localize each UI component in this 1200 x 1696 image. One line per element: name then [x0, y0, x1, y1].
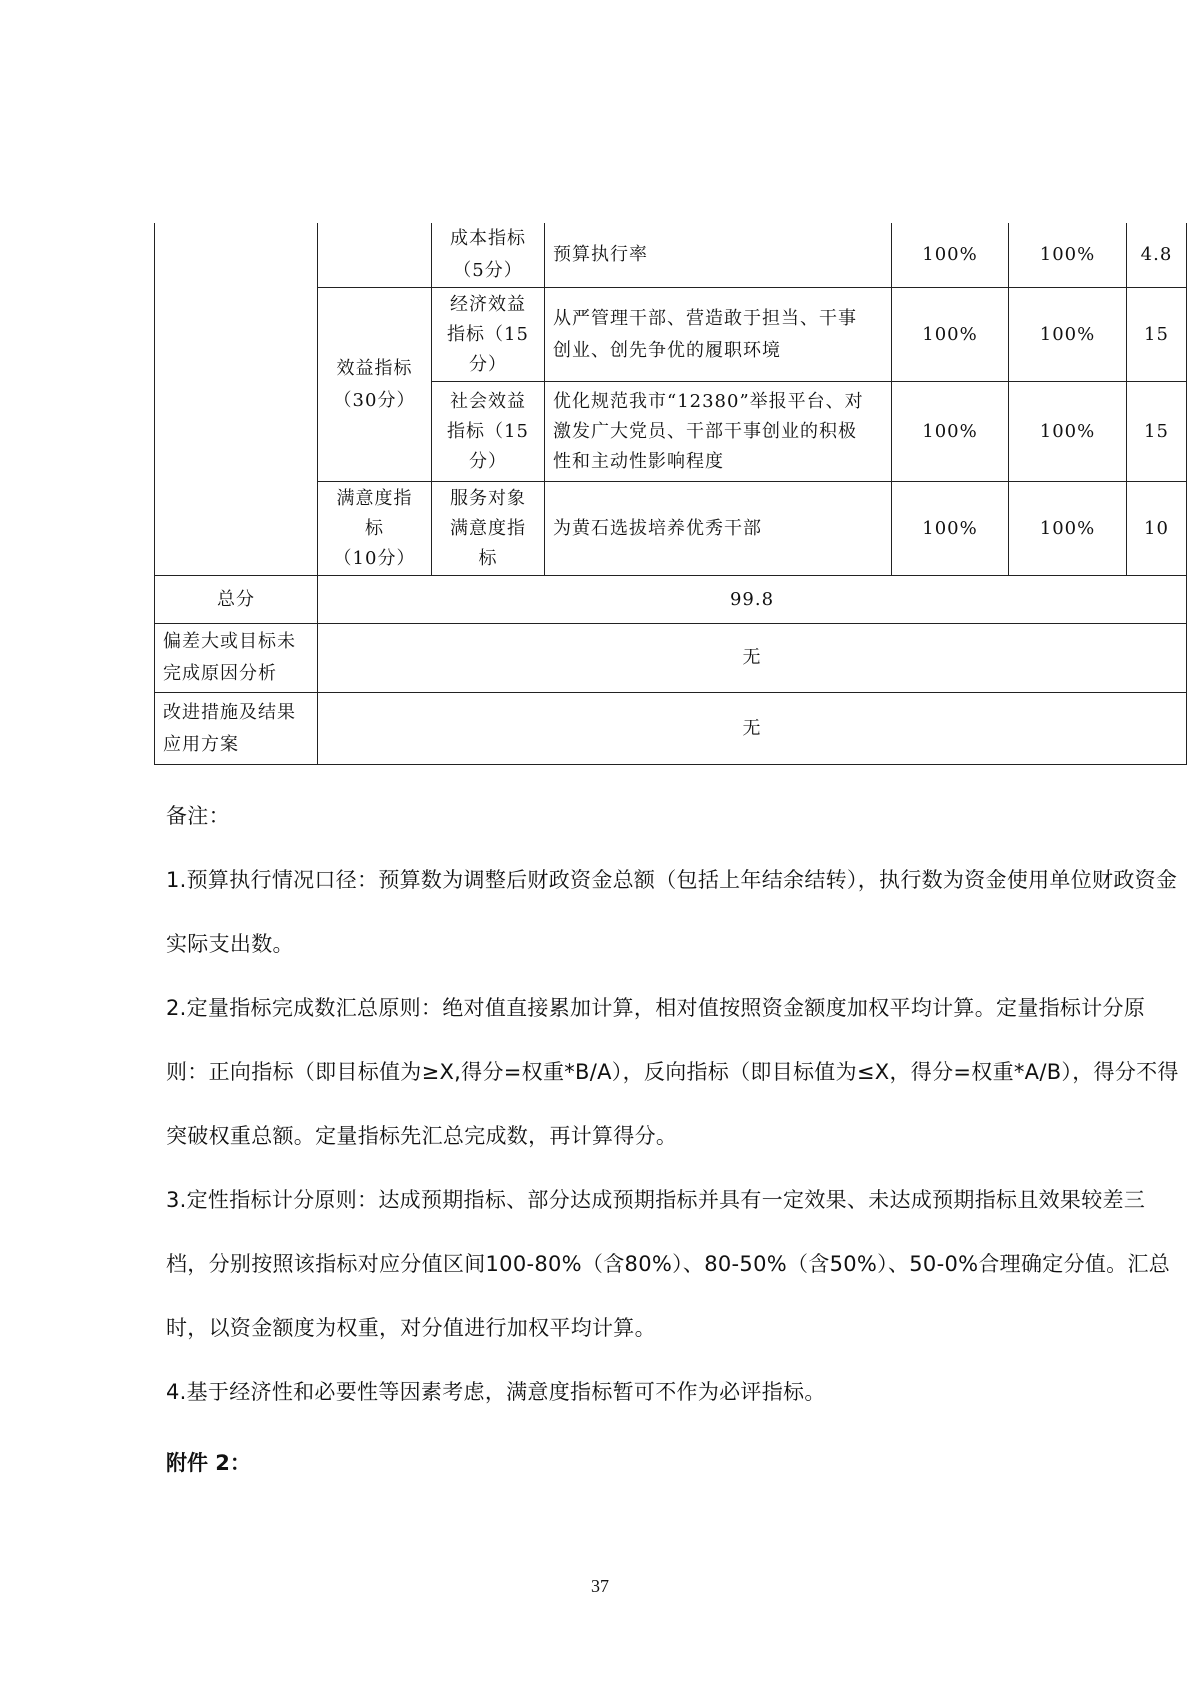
social-score: 15 — [1127, 382, 1187, 482]
note-item-1: 1.预算执行情况口径：预算数为调整后财政资金总额（包括上年结余结转），执行数为资金使用单位财政资金实际支出数。 — [166, 868, 1178, 956]
improvement-label: 改进措施及结果 应用方案 — [155, 693, 318, 765]
deviation-label: 偏差大或目标未 完成原因分析 — [155, 624, 318, 693]
note-item-4: 4.基于经济性和必要性等因素考虑，满意度指标暂可不作为必评指标。 — [166, 1380, 826, 1404]
row-total — [155, 576, 1187, 624]
satisfaction-group-label: 满意度指 标 （10分） — [318, 482, 432, 576]
attachment-heading: 附件 2： — [166, 1451, 251, 1475]
cost-score: 4.8 — [1127, 223, 1187, 288]
blank-second-level-cell — [318, 223, 432, 288]
note-item-2: 2.定量指标完成数汇总原则：绝对值直接累加计算，相对值按照资金额度加权平均计算。定量指标计分原则：正向指标（即目标值为≥X,得分=权重*B/A），反向指标（即目标值为≤X，得分=权重*A/B），得分不得突破权重总额。定量指标先汇总完成数，再计算得分。 — [166, 996, 1179, 1148]
blank-first-level-cell — [155, 223, 318, 576]
econ-score: 15 — [1127, 288, 1187, 382]
cost-indicator-label: 成本指标 （5分） — [432, 223, 545, 288]
cost-target: 100% — [892, 223, 1009, 288]
social-indicator-content: 优化规范我市“12380”举报平台、对 激发广大党员、干部干事创业的积极 性和主动性影响程度 — [545, 382, 892, 482]
improvement-value: 无 — [318, 693, 1187, 765]
deviation-value: 无 — [318, 624, 1187, 693]
econ-target: 100% — [892, 288, 1009, 382]
page-number: 37 — [591, 1576, 609, 1596]
row-improvement — [155, 693, 1187, 765]
social-actual: 100% — [1009, 382, 1127, 482]
row-cost — [155, 223, 1187, 288]
satisfaction-target: 100% — [892, 482, 1009, 576]
performance-table — [154, 223, 1187, 765]
row-deviation — [155, 624, 1187, 693]
satisfaction-indicator-label: 服务对象 满意度指 标 — [432, 482, 545, 576]
cost-actual: 100% — [1009, 223, 1127, 288]
note-item-3: 3.定性指标计分原则：达成预期指标、部分达成预期指标并具有一定效果、未达成预期指标且效果较差三档，分别按照该指标对应分值区间100-80%（含80%）、80-50%（含50%）、50-0%合理确定分值。汇总时，以资金额度为权重，对分值进行加权平均计算。 — [166, 1188, 1171, 1340]
total-value: 99.8 — [318, 576, 1187, 624]
satisfaction-actual: 100% — [1009, 482, 1127, 576]
benefit-group-label: 效益指标 （30分） — [318, 288, 432, 482]
notes-heading: 备注： — [166, 804, 230, 828]
econ-indicator-content: 从严管理干部、营造敢于担当、干事 创业、创先争优的履职环境 — [545, 288, 892, 382]
social-target: 100% — [892, 382, 1009, 482]
total-label: 总分 — [155, 576, 318, 624]
econ-indicator-label: 经济效益 指标（15 分） — [432, 288, 545, 382]
satisfaction-indicator-content: 为黄石选拔培养优秀干部 — [545, 482, 892, 576]
econ-actual: 100% — [1009, 288, 1127, 382]
social-indicator-label: 社会效益 指标（15 分） — [432, 382, 545, 482]
notes-section — [166, 784, 1184, 1424]
satisfaction-score: 10 — [1127, 482, 1187, 576]
cost-indicator-content: 预算执行率 — [545, 223, 892, 288]
